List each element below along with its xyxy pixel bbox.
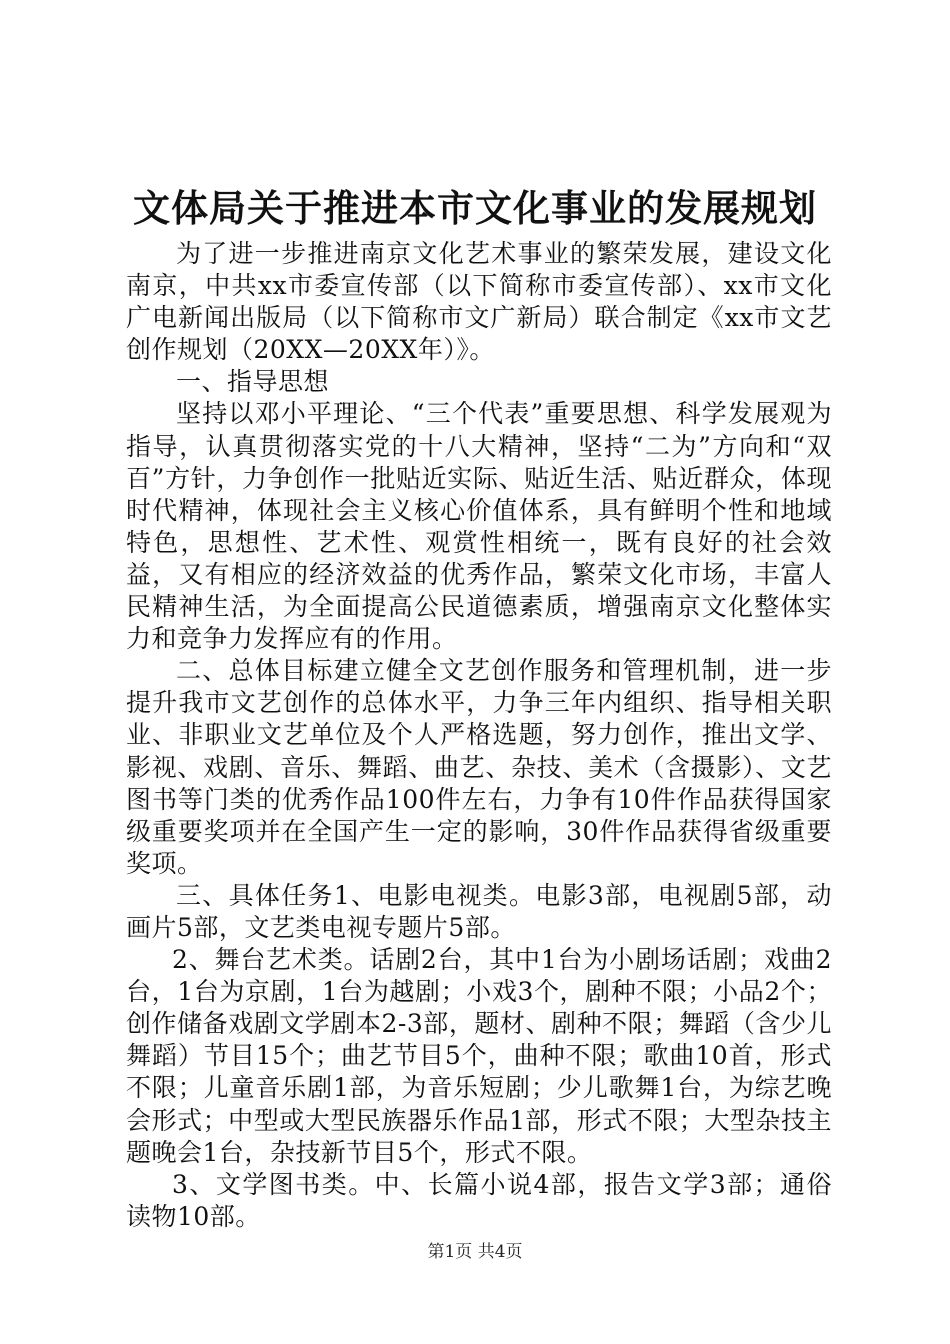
specific-tasks-film-tv-paragraph: 三、具体任务1、电影电视类。电影3部，电视剧5部，动画片5部，文艺类电视专题片5部。 xyxy=(126,880,832,942)
section-heading-guiding-thought: 一、指导思想 xyxy=(176,367,330,397)
literature-books-paragraph: 3、文学图书类。中、长篇小说4部，报告文学3部；通俗读物10部。 xyxy=(126,1169,832,1231)
intro-paragraph: 为了进一步推进南京文化艺术事业的繁荣发展，建设文化南京，中共xx市委宣传部（以下简称市委宣传部）、xx市文化广电新闻出版局（以下简称市文广新局）联合制定《xx市文艺创作规划（20XX—20XX年）》。 xyxy=(126,239,832,365)
page-footer: 第1页 共4页 xyxy=(427,1242,523,1262)
overall-goal-paragraph: 二、总体目标建立健全文艺创作服务和管理机制，进一步提升我市文艺创作的总体水平，力争三年内组织、指导相关职业、非职业文艺单位及个人严格选题，努力创作，推出文学、影视、戏剧、音乐、舞蹈、曲艺、杂技、美术（含摄影）、文艺图书等门类的优秀作品100件左右，力争有10件作品获得国家级重要奖项并在全国产生一定的影响，30件作品获得省级重要奖项。 xyxy=(126,656,832,878)
document-title: 文体局关于推进本市文化事业的发展规划 xyxy=(133,186,817,230)
document-body xyxy=(126,238,832,1233)
stage-art-paragraph: 2、舞台艺术类。话剧2台，其中1台为小剧场话剧；戏曲2台，1台为京剧，1台为越剧；小戏3个，剧种不限；小品2个；创作储备戏剧文学剧本2-3部，题材、剧种不限；舞蹈（含少儿舞蹈）节目15个；曲艺节目5个，曲种不限；歌曲10首，形式不限；儿童音乐剧1部，为音乐短剧；少儿歌舞1台，为综艺晚会形式；中型或大型民族器乐作品1部，形式不限；大型杂技主题晚会1台，杂技新节目5个，形式不限。 xyxy=(126,945,832,1167)
guiding-thought-paragraph: 坚持以邓小平理论、“三个代表”重要思想、科学发展观为指导，认真贯彻落实党的十八大精神，坚持“二为”方向和“双百”方针，力争创作一批贴近实际、贴近生活、贴近群众，体现时代精神，体现社会主义核心价值体系，具有鲜明个性和地域特色，思想性、艺术性、观赏性相统一，既有良好的社会效益，又有相应的经济效益的优秀作品，繁荣文化市场，丰富人民精神生活，为全面提高公民道德素质，增强南京文化整体实力和竞争力发挥应有的作用。 xyxy=(126,399,832,654)
